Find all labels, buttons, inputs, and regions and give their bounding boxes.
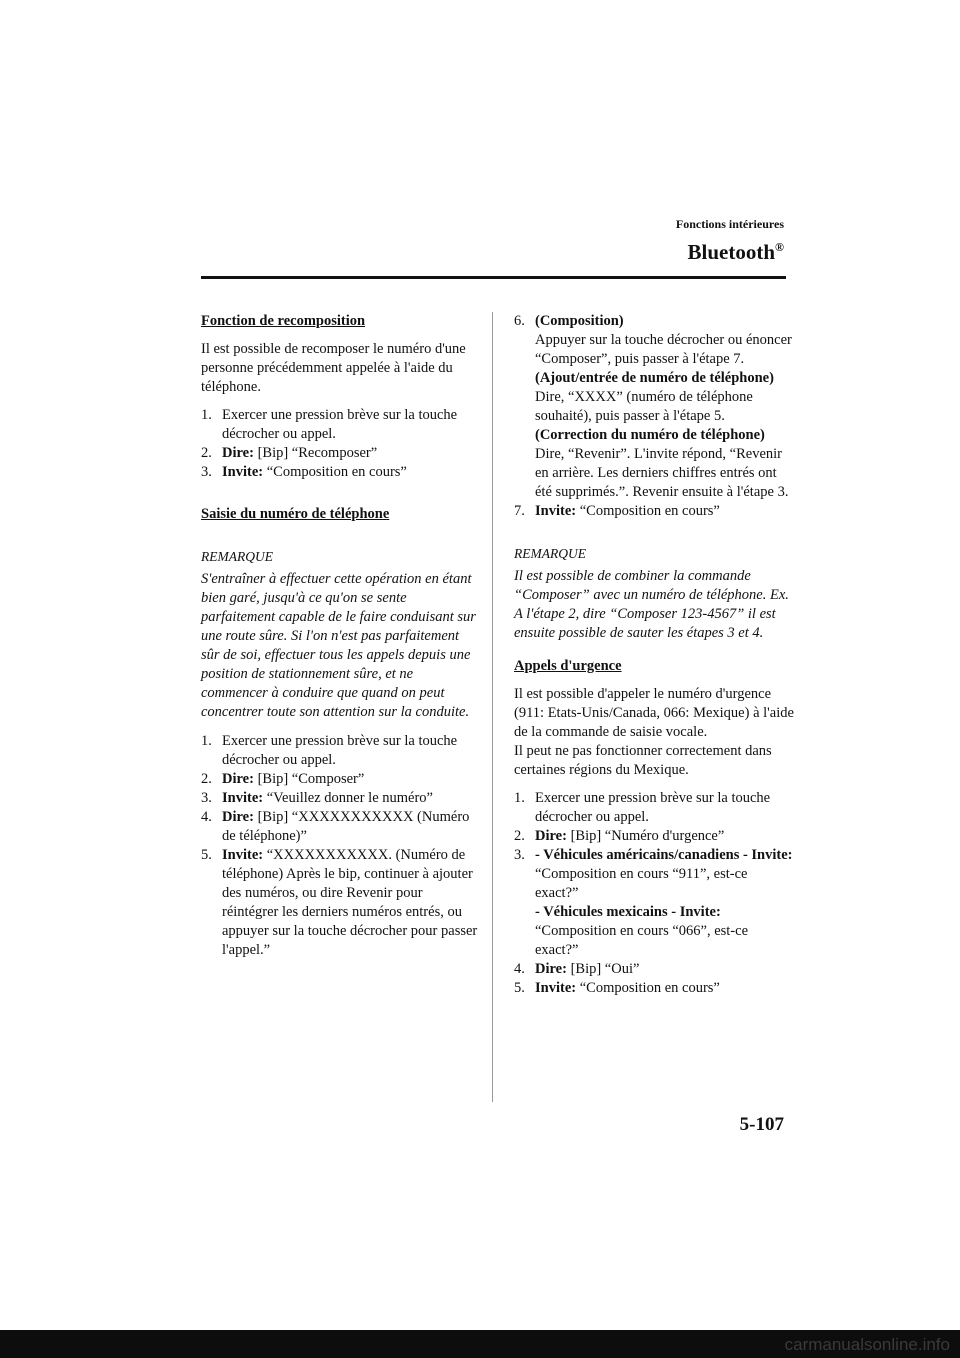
note-text: Il est possible de combiner la commande “Composer” avec un numéro de téléphone. Ex. A l'étape 2, dire “Composer 123-4567” il est ensuite possible de sauter les étapes 3 et 4.: [514, 568, 789, 641]
list-item: 2. Dire: [Bip] “Numéro d'urgence”: [514, 828, 725, 844]
page-number: 5-107: [739, 1114, 784, 1135]
list-item: 4. Dire: [Bip] “Oui”: [514, 961, 640, 977]
note-text: S'entraîner à effectuer cette opération en étant bien garé, jusqu'à ce qu'on se sente parfaitement capable de le faire conduisant sur une route sûre. Si l'on n'est pas parfaitement sûr de soi, effectuer tous les appels depuis une position de stationnement sûre, et ne commencer à conduire que quand on peut concentrer toute son attention sur la conduite.: [201, 571, 476, 720]
registered-mark: ®: [775, 240, 784, 254]
right-column: [514, 312, 794, 1007]
list-item: 6. (Composition) Appuyer sur la touche décrocher ou énoncer “Composer”, puis passer à l'étape 7. (Ajout/entrée de numéro de téléphone) Dire, “XXXX” (numéro de téléphone souhaité), puis passer à l'étape 5. (Correction du numéro de téléphone) Dire, “Revenir”. L'invite répond, “Revenir en arrière. Les derniers chiffres entrés ont été supprimés.”. Revenir ensuite à l'étape 3.: [514, 313, 792, 500]
header-rule: [201, 276, 786, 279]
step-subheading: (Ajout/entrée de numéro de téléphone): [535, 370, 774, 386]
emergency-caveat: Il peut ne pas fonctionner correctement dans certaines régions du Mexique.: [514, 743, 772, 778]
list-item: 3. Invite: “Veuillez donner le numéro”: [201, 790, 433, 806]
list-item: 3. - Véhicules américains/canadiens - Invite: “Composition en cours “911”, est-ce exact?” - Véhicules mexicains - Invite: “Composition en cours “066”, est-ce exact?”: [514, 847, 793, 958]
section-label: Fonctions intérieures: [675, 217, 784, 231]
list-item: 5. Invite: “XXXXXXXXXXX. (Numéro de téléphone) Après le bip, continuer à ajouter des numéros, ou dire Revenir pour réintégrer les derniers numéros entrés, ou appuyer sur la touche décrocher pour passer l'appel.”: [201, 847, 478, 958]
redial-intro: Il est possible de recomposer le numéro d'une personne précédemment appelée à l'aide du téléphone.: [201, 341, 466, 395]
list-item: 7. Invite: “Composition en cours”: [514, 503, 720, 519]
list-item: 4. Dire: [Bip] “XXXXXXXXXXX (Numéro de téléphone)”: [201, 809, 470, 844]
heading-number-entry: Saisie du numéro de téléphone: [201, 506, 390, 522]
redial-steps: [201, 406, 481, 482]
step-subheading: (Composition): [535, 313, 624, 329]
left-column: [201, 312, 481, 969]
step-subheading: (Correction du numéro de téléphone): [535, 427, 765, 443]
watermark-link[interactable]: carmanualsonline.info: [784, 1335, 950, 1354]
list-item: 2. Dire: [Bip] “Recomposer”: [201, 445, 378, 461]
note-title: REMARQUE: [514, 546, 586, 561]
list-item: 1. Exercer une pression brève sur la touche décrocher ou appel.: [201, 733, 458, 768]
list-item: 1. Exercer une pression brève sur la touche décrocher ou appel.: [201, 407, 458, 442]
page-title: Bluetooth®: [687, 240, 784, 264]
emergency-intro: Il est possible d'appeler le numéro d'urgence (911: Etats-Unis/Canada, 066: Mexique) à l'aide de la commande de saisie vocale.: [514, 686, 794, 740]
heading-emergency: Appels d'urgence: [514, 658, 622, 674]
column-divider: [492, 312, 493, 1102]
dial-steps-cont: [514, 312, 794, 521]
note-title: REMARQUE: [201, 549, 273, 564]
heading-redial: Fonction de recomposition: [201, 313, 366, 329]
list-item: 2. Dire: [Bip] “Composer”: [201, 771, 365, 787]
number-entry-steps: [201, 732, 481, 960]
list-item: 3. Invite: “Composition en cours”: [201, 464, 407, 480]
list-item: 1. Exercer une pression brève sur la touche décrocher ou appel.: [514, 790, 771, 825]
emergency-steps: [514, 789, 794, 998]
list-item: 5. Invite: “Composition en cours”: [514, 980, 720, 996]
